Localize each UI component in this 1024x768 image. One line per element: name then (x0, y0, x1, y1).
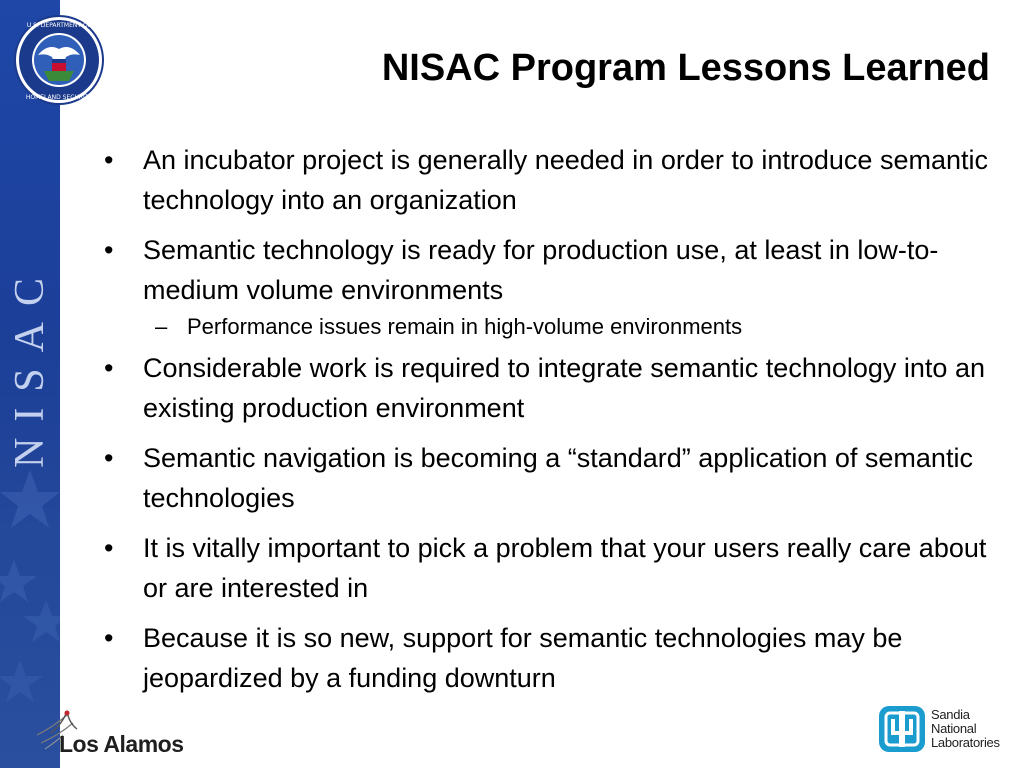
slide-title: NISAC Program Lessons Learned (381, 47, 990, 89)
sandia-logo (878, 705, 1008, 757)
sub-bullet-item (100, 312, 990, 342)
sub-bullet-marker: – (155, 314, 168, 339)
bullet-marker: • (104, 533, 114, 563)
bullet-marker: • (104, 443, 114, 473)
bullet-item (100, 438, 990, 518)
bullet-marker: • (104, 623, 114, 653)
bullet-text: Semantic technology is ready for production use, at least in low-to-medium volume environments (143, 235, 939, 305)
bullet-marker: • (104, 235, 114, 265)
bullet-marker: • (104, 145, 114, 175)
sub-bullet-text: Performance issues remain in high-volume environments (187, 314, 743, 339)
sandia-thunderbird-icon (878, 705, 926, 753)
bullet-item (100, 230, 990, 310)
bullet-text: It is vitally important to pick a problem that your users really care about or are interested in (143, 533, 987, 603)
sandia-wordmark (931, 708, 1000, 750)
sandia-line-3: Laboratories (931, 735, 1000, 750)
bullet-text: Semantic navigation is becoming a “standard” application of semantic technologies (143, 443, 973, 513)
sidebar-band (0, 0, 60, 768)
sandia-line-2: National (931, 721, 977, 736)
bullet-list (100, 140, 990, 708)
bullet-item (100, 528, 990, 608)
bullet-text: An incubator project is generally needed in order to introduce semantic technology into an organization (143, 145, 988, 215)
seal-lettering-top: U.S. DEPARTMENT OF (26, 22, 92, 29)
los-alamos-wordmark: Los Alamos (59, 731, 184, 757)
bullet-text: Considerable work is required to integrate semantic technology into an existing production environment (143, 353, 985, 423)
bullet-text: Because it is so new, support for semantic technologies may be jeopardized by a funding downturn (143, 623, 903, 693)
sidebar-program-name: NISAC (7, 261, 53, 469)
sandia-line-1: Sandia (931, 707, 970, 722)
dhs-seal-logo (14, 15, 104, 105)
bullet-marker: • (104, 353, 114, 383)
bullet-item (100, 140, 990, 220)
los-alamos-logo (33, 705, 193, 763)
seal-lettering-bottom: HOMELAND SECURITY (25, 94, 93, 101)
bullet-item (100, 618, 990, 698)
bullet-item (100, 348, 990, 428)
